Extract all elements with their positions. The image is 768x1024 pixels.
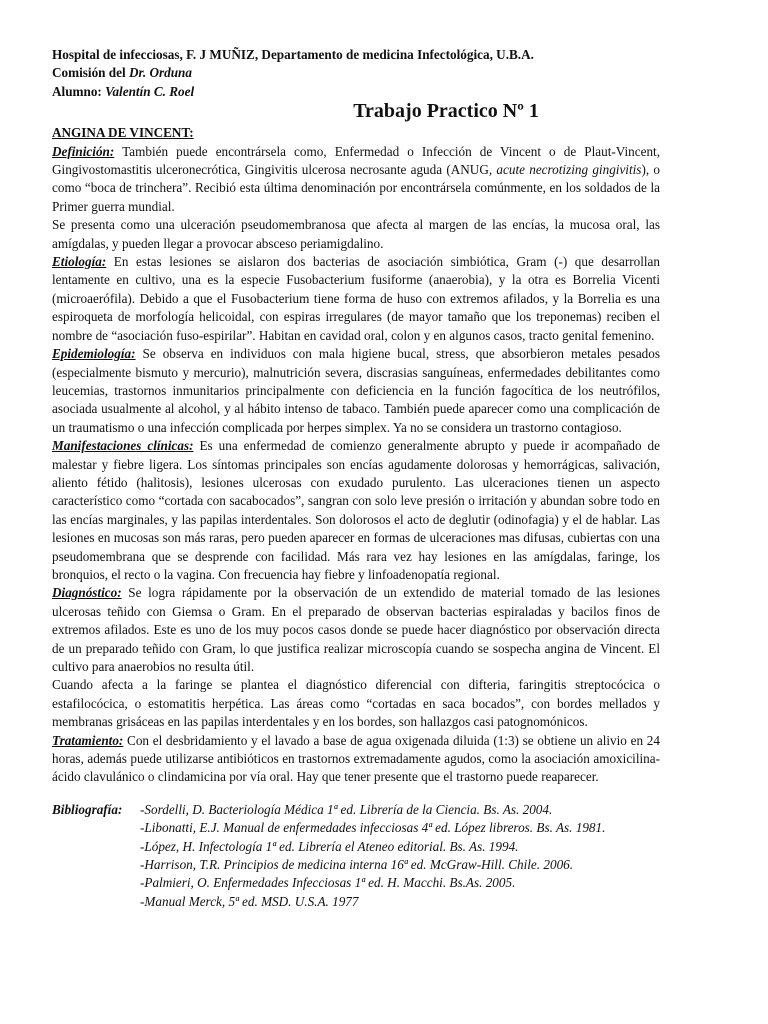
manifestaciones-label: Manifestaciones clínicas:	[52, 438, 194, 454]
definicion-paragraph	[52, 143, 660, 217]
document-title: Trabajo Practico Nº 1	[353, 100, 539, 123]
definicion-italic: acute necrotizing gingivitis	[496, 162, 642, 178]
student-name: Valentín C. Roel	[105, 83, 195, 99]
student-label: Alumno:	[52, 83, 106, 99]
commission-line	[52, 64, 660, 82]
definicion-text-b: ), o como “boca de trinchera”. Recibió esta última denominación por encontrársela comúnmente, en los soldados de la Primer guerra mundial.	[52, 162, 660, 214]
bibliography-label: Bibliografía:	[52, 801, 123, 817]
bibliography	[52, 801, 660, 911]
tratamiento-label: Tratamiento:	[52, 732, 124, 748]
etiologia-label: Etiología:	[52, 254, 107, 270]
tratamiento-paragraph	[52, 732, 660, 787]
bibliography-row	[52, 801, 660, 819]
hospital-header: Hospital de infecciosas, F. J MUÑIZ, Departamento de medicina Infectológica, U.B.A.	[52, 47, 534, 62]
ulceracion-paragraph: Se presenta como una ulceración pseudomembranosa que afecta al margen de las encías, la mucosa oral, las amígdalas, y pueden llegar a provocar absceso periamigdalino.	[52, 217, 660, 251]
definicion-text-a: También puede encontrársela como, Enfermedad o Infección de Vincent o de Plaut-Vincent, Gingivostomastitis ulceronecrótica, Gingivitis ulcerosa necrosante aguda (ANUG,	[52, 143, 660, 178]
manifestaciones-text: Es una enfermedad de comienzo generalmente abrupto y puede ir acompañado de malestar y fiebre ligera. Los síntomas principales son encías agudamente dolorosas y hemorrágicas, salivación, aliento fétido (halitosis), lesiones ulcerosas con exudado purulento. Las ulceraciones tienen un aspecto característico como “cortada con sacabocados”, sangran con solo leve presión o irritación y abundan sobre todo en las encías marginales, y las papilas interdentales. Son dolorosos el acto de deglutir (odinofagia) y el de hablar. Las lesiones en mucosas son más raras, pero pueden aparecer en formas de ulceraciones mas difusas, cubiertas con una pseudomembrana que se desprende con facilidad. Más rara vez hay lesiones en las amígdalas, faringe, los bronquios, el recto o la vagina. Con frecuencia hay fiebre y linfoadenopatía regional.	[52, 438, 660, 582]
faringe-paragraph: Cuando afecta a la faringe se plantea el diagnóstico diferencial con difteria, faringitis streptocócica o estafilocócica, o estomatitis herpética. Las áreas como “cortadas en saca bocados”, con bordes mellados y membranas grisáceas en las papilas interdentales y en los bordes, son hallazgos casi patognomónicos.	[52, 677, 660, 730]
diagnostico-paragraph	[52, 584, 660, 676]
bibliography-ref: -Manual Merck, 5ª ed. MSD. U.S.A. 1977	[140, 893, 359, 909]
etiologia-text: En estas lesiones se aislaron dos bacterias de asociación simbiótica, Gram (-) que desarrollan lentamente en cultivo, una es la especie Fusobacterium fusiforme (anaerobia), y la otra es Borrelia Vicenti (microaerófila). Debido a que el Fusobacterium tiene forma de huso con extremos afilados, y la Borrelia es una espiroqueta de morfología helicoidal, con espiras irregulares (de mayor tamaño que los treponemas) reciben el nombre de “asociación fuso-espirilar”. Habitan en cavidad oral, colon y en algunos casos, tracto genital femenino.	[52, 254, 660, 343]
bibliography-ref: -Harrison, T.R. Principios de medicina interna 16ª ed. McGraw-Hill. Chile. 2006.	[140, 857, 574, 873]
diagnostico-label: Diagnóstico:	[52, 585, 122, 601]
bibliography-ref: -López, H. Infectología 1ª ed. Librería el Ateneo editorial. Bs. As. 1994.	[140, 838, 519, 854]
etiologia-paragraph	[52, 253, 660, 345]
epidemiologia-text: Se observa en individuos con mala higiene bucal, stress, que absorbieron metales pesados (especialmente bismuto y mercurio), malnutrición severa, discrasias sanguíneas, enfermedades debilitantes como leucemias, trastornos inmunitarios principalmente con deficiencia en la función fagocítica de los neutrófilos, asociada usualmente al alcohol, y al hábito intenso de tabaco. También puede aparecer como una complicación de un traumatismo o una infección complicada por herpes simplex. Ya no se considera un trastorno contagioso.	[52, 346, 660, 435]
bibliography-ref: -Libonatti, E.J. Manual de enfermedades infecciosas 4ª ed. López libreros. Bs. As. 1981.	[140, 820, 606, 836]
section-heading: ANGINA DE VINCENT:	[52, 125, 194, 141]
bibliography-ref: -Sordelli, D. Bacteriología Médica 1ª ed. Librería de la Ciencia. Bs. As. 2004.	[140, 801, 553, 817]
commission-label: Comisión del	[52, 65, 129, 81]
commission-name: Dr. Orduna	[128, 65, 192, 81]
epidemiologia-label: Epidemiología:	[52, 346, 136, 362]
epidemiologia-paragraph	[52, 345, 660, 437]
bibliography-ref: -Palmieri, O. Enfermedades Infecciosas 1ª ed. H. Macchi. Bs.As. 2005.	[140, 875, 516, 891]
manifestaciones-paragraph	[52, 437, 660, 584]
tratamiento-text: Con el desbridamiento y el lavado a base de agua oxigenada diluida (1:3) se obtiene un alivio en 24 horas, además puede utilizarse antibióticos en trastornos extremadamente agudos, como la asociación amoxicilina-ácido clavulánico o clindamicina por vía oral. Hay que tener presente que el trastorno puede reaparecer.	[52, 732, 660, 785]
definicion-label: Definición:	[52, 143, 115, 159]
diagnostico-text: Se logra rápidamente por la observación de un extendido de material tomado de las lesiones ulcerosas teñido con Giemsa o Gram. En el preparado de observan bacterias espiraladas y bacilos finos de extremos afilados. Este es uno de los muy pocos casos donde se puede hacer diagnóstico por observación directa de un preparado teñido con Gram, lo que justifica realizar microscopía cuando se sospecha angina de Vincent. El cultivo para anaerobios no resulta útil.	[52, 585, 660, 674]
